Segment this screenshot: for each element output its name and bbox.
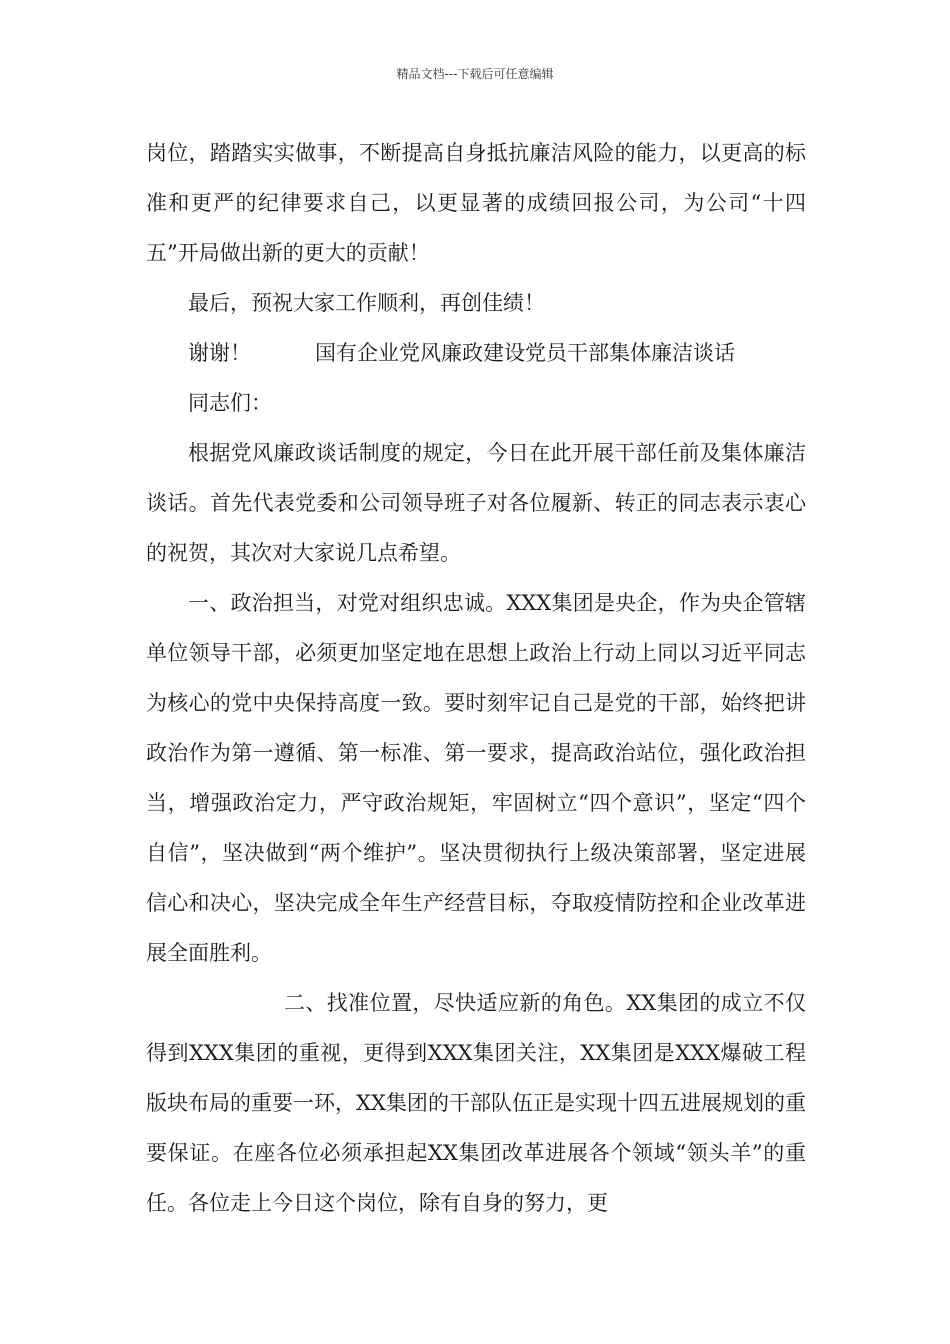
paragraph-salutation: 同志们： — [188, 391, 272, 415]
paragraph-intro: 根据党风廉政谈话制度的规定，今日在此开展干部任前及集体廉洁谈话。首先代表党委和公司领导班子对各位履新、转正的同志表示衷心的祝贺，其次对大家说几点希望。 — [146, 441, 806, 565]
page-header: 精品文档---下载后可任意编辑 — [396, 67, 554, 81]
paragraph-point-two: 二、找准位置，尽快适应新的角色。XX集团的成立不仅得到XXX集团的重视，更得到XXX集团关注，XX集团是XXX爆破工程版块布局的重要一环，XX集团的干部队伍正是实现十四五进展规划的重要保证。在座各位必须承担起XX集团改革进展各个领域“领头羊”的重任。各位走上今日这个岗位，除有自身的努力，更 — [146, 991, 806, 1215]
document-body — [146, 128, 806, 1228]
paragraph-continuation: 岗位，踏踏实实做事，不断提高自身抵抗廉洁风险的能力，以更高的标准和更严的纪律要求自己，以更显著的成绩回报公司，为公司“十四五”开局做出新的更大的贡献！ — [146, 141, 806, 265]
thanks-text: 谢谢！ — [188, 341, 251, 365]
section-title: 国有企业党风廉政建设党员干部集体廉洁谈话 — [315, 341, 735, 365]
paragraph-closing-wishes: 最后，预祝大家工作顺利，再创佳绩！ — [188, 291, 545, 315]
spacer — [251, 328, 315, 378]
paragraph-point-one: 一、政治担当，对党对组织忠诚。XXX集团是央企，作为央企管辖单位领导干部，必须更加坚定地在思想上政治上行动上同以习近平同志为核心的党中央保持高度一致。要时刻牢记自己是党的干部，始终把讲政治作为第一遵循、第一标准、第一要求，提高政治站位，强化政治担当，增强政治定力，严守政治规矩，牢固树立“四个意识”，坚定“四个自信”，坚决做到“两个维护”。坚决贯彻执行上级决策部署，坚定进展信心和决心，坚决完成全年生产经营目标，夺取疫情防控和企业改革进展全面胜利。 — [146, 591, 806, 965]
paragraph-thanks-and-title — [146, 328, 806, 378]
